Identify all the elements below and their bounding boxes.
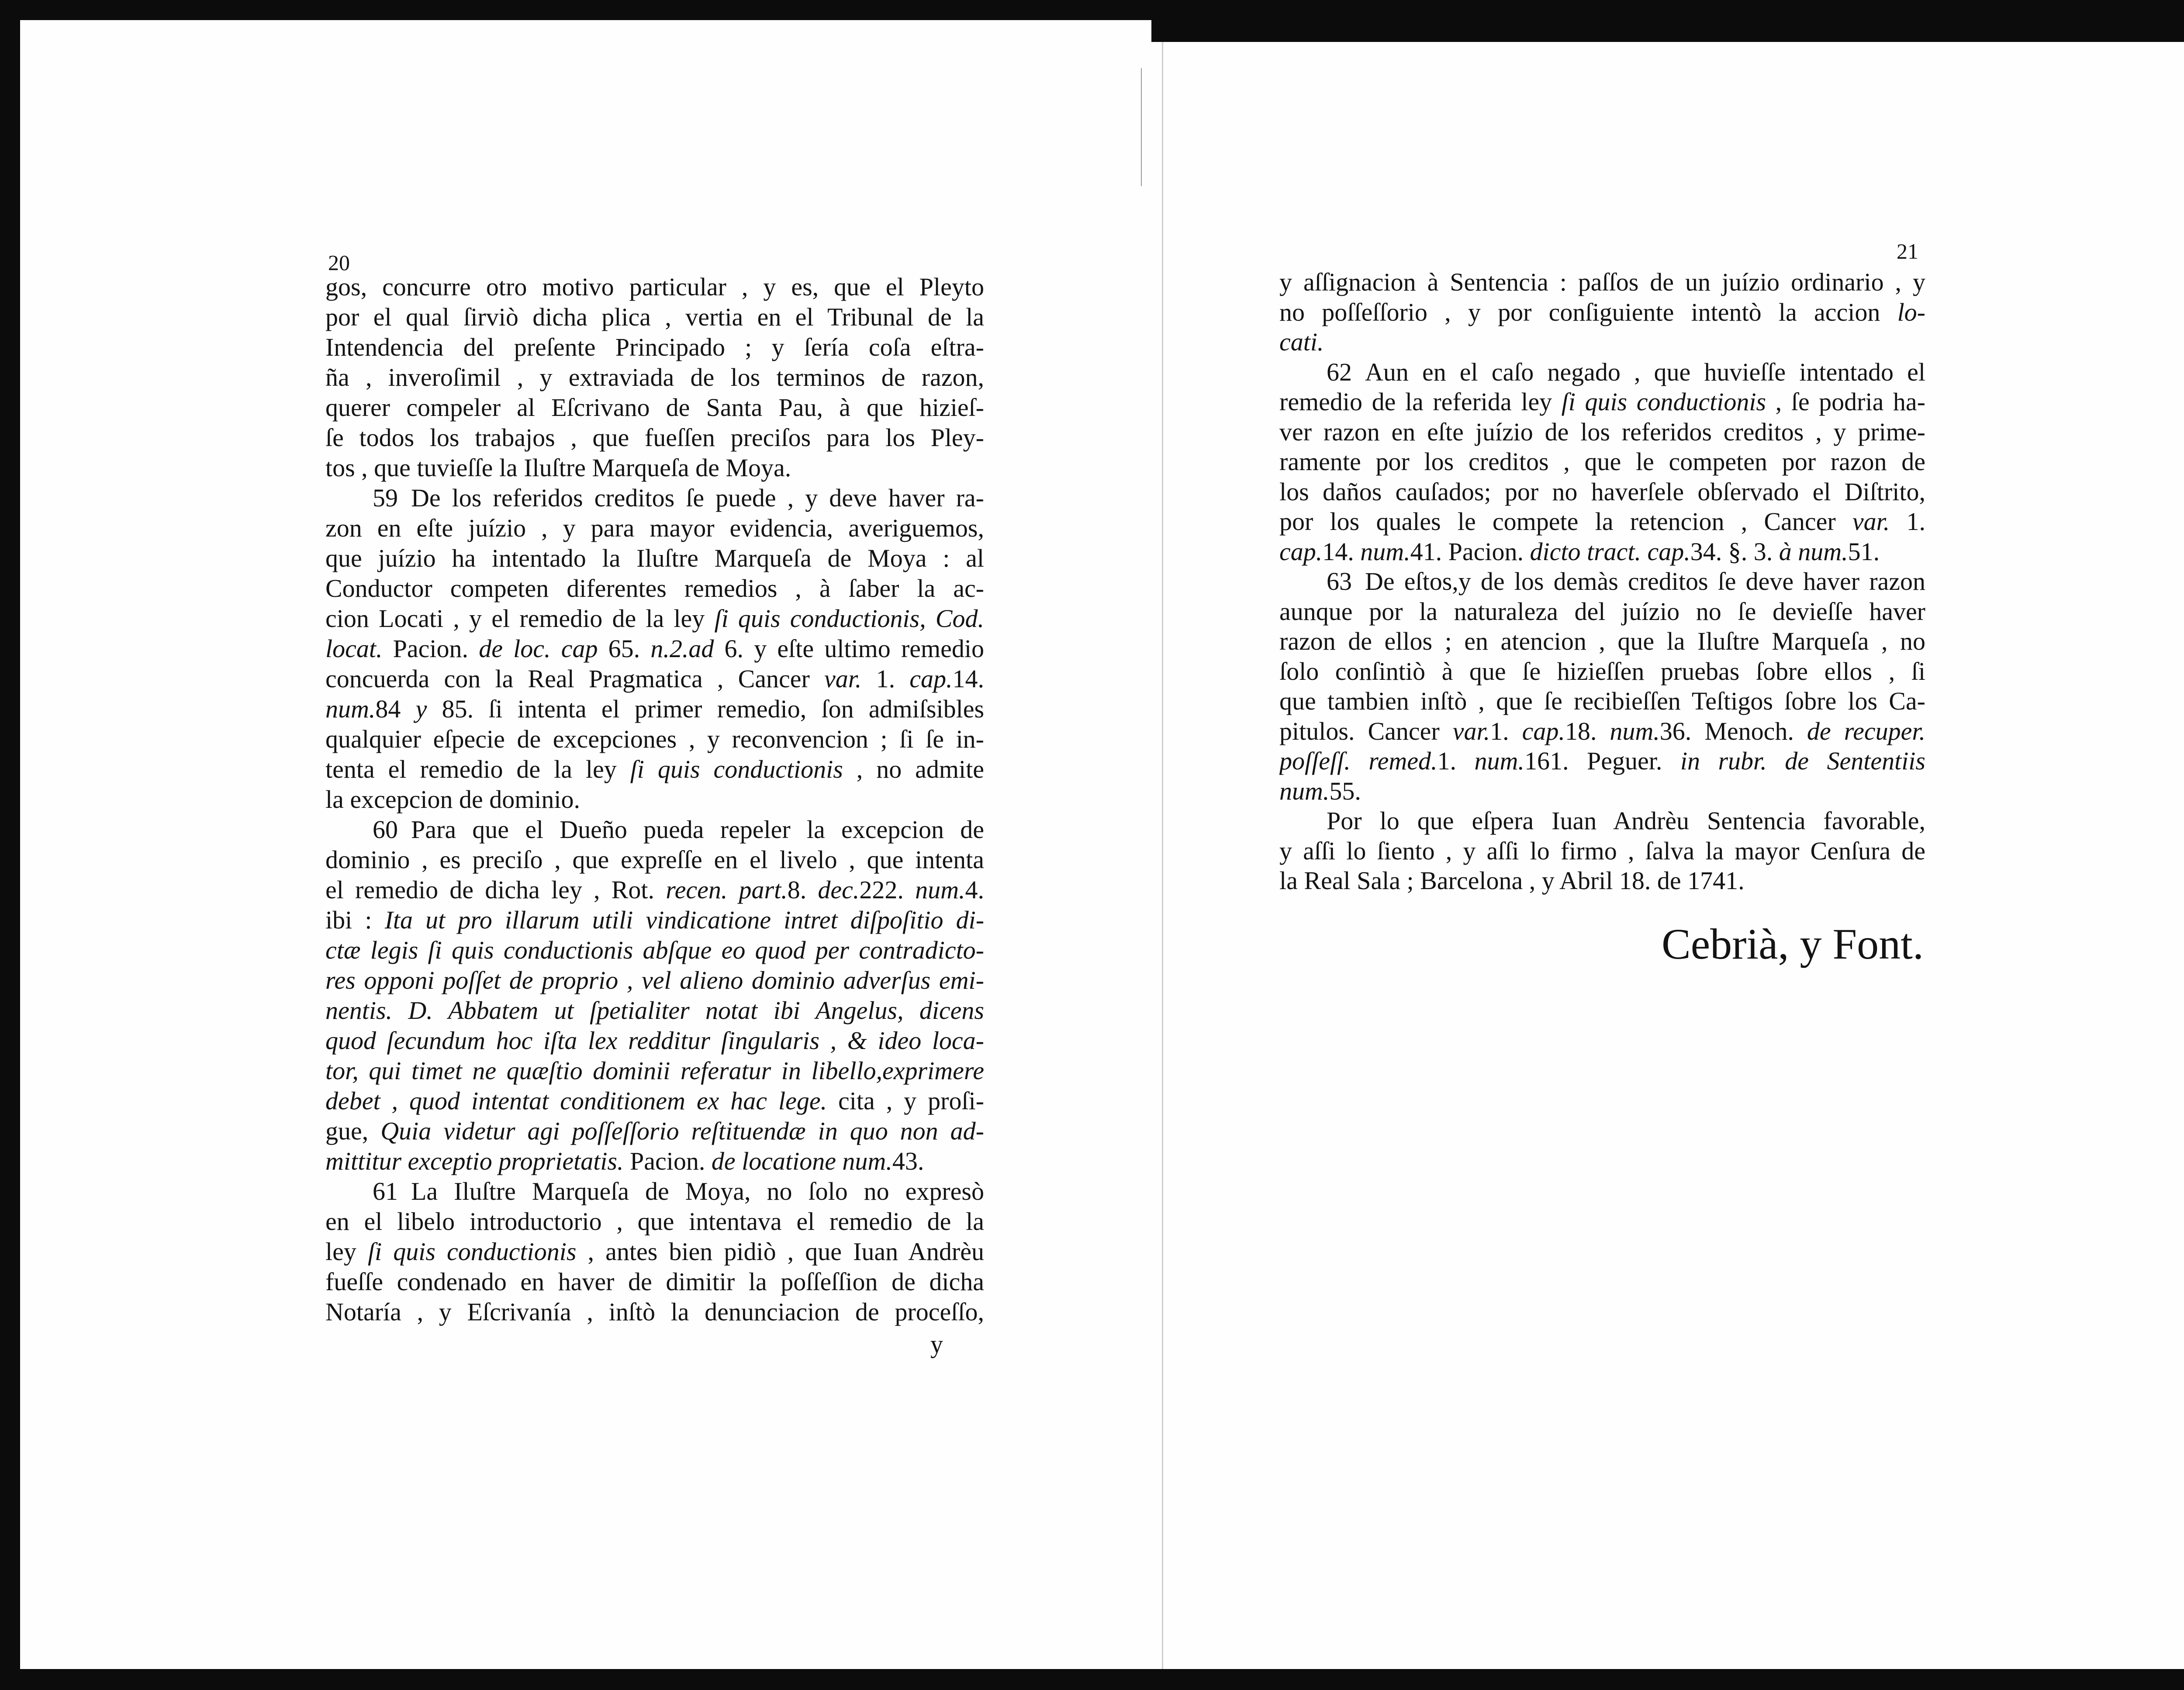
- text-run: 1.: [1437, 747, 1475, 775]
- text-run: la excepcion de dominio.: [325, 785, 581, 814]
- italic-text-run: poſſeſſ. remed.: [1279, 747, 1438, 775]
- page-fold-shadow: [1162, 42, 1163, 1669]
- text-line: [1279, 357, 1925, 388]
- paragraph-number: 62: [1327, 357, 1352, 386]
- text-run: 65.: [598, 634, 651, 663]
- text-run: los daños cauſados; por no haverſele obſervado el Diſtrito,: [1279, 477, 1925, 506]
- text-run: Intendencia del preſente Principado ; y ſería coſa eſtra-: [325, 333, 984, 361]
- text-run: 36. Menoch.: [1659, 717, 1807, 745]
- text-line: [1279, 267, 1925, 298]
- text-run: 41. Pacion.: [1410, 537, 1530, 566]
- italic-text-run: var.: [1452, 717, 1490, 745]
- text-run: ley: [325, 1237, 368, 1266]
- text-run: tenta el remedio de la ley: [325, 755, 630, 783]
- text-run: 8.: [787, 876, 818, 904]
- page-number: 20: [328, 250, 350, 275]
- text-line: [325, 302, 984, 332]
- text-run: dominio , es preciſo , que expreſſe en el livelo , que intenta: [325, 845, 984, 874]
- italic-text-run: de loc. cap: [479, 634, 598, 663]
- text-line: [1279, 477, 1925, 507]
- text-run: Notaría , y Eſcrivanía , inſtò la denunciacion de proceſſo,: [325, 1298, 984, 1326]
- italic-text-run: num.: [915, 876, 965, 904]
- italic-text-run: recen. part.: [666, 876, 788, 904]
- text-line: [1279, 836, 1925, 866]
- italic-text-run: dec.: [818, 876, 860, 904]
- text-line: [1279, 686, 1925, 717]
- text-run: y aſſignacion à Sentencia : paſſos de un juízio ordinario , y: [1279, 268, 1925, 296]
- left-page-text-block: [325, 272, 984, 1327]
- text-run: ña , inveroſimil , y extraviada de los terminos de razon,: [325, 363, 984, 391]
- text-line: [325, 1056, 984, 1086]
- text-run: Para que el Dueño pueda repeler la excepcion de: [411, 815, 984, 844]
- text-run: ſolo conſintiò à que ſe hizieſſen pruebas ſobre ellos , ſi: [1279, 657, 1925, 686]
- italic-text-run: ſi quis conductionis: [367, 1237, 577, 1266]
- italic-text-run: in rubr. de Sententiis: [1680, 747, 1925, 775]
- text-run: gue,: [325, 1117, 381, 1145]
- text-line: [325, 453, 984, 483]
- text-line: [325, 1236, 984, 1267]
- text-run: pitulos. Cancer: [1279, 717, 1453, 745]
- italic-text-run: Ita ut pro illarum utili vindicatione intret diſpoſitio di-: [384, 906, 984, 934]
- italic-text-run: quod ſecundum hoc iſta lex redditur ſingularis , & ideo loca-: [325, 1026, 984, 1055]
- text-line: [1279, 567, 1925, 597]
- text-run: , antes bien pidiò , que Iuan Andrèu: [576, 1237, 984, 1266]
- text-run: en el libelo introductorio , que intentava el remedio de la: [325, 1207, 984, 1236]
- text-line: [325, 1086, 984, 1116]
- text-line: [1279, 717, 1925, 747]
- text-line: [325, 513, 984, 543]
- italic-text-run: lo-: [1897, 298, 1925, 326]
- text-run: cita , y proſi-: [827, 1087, 984, 1115]
- paragraph-number: 61: [373, 1177, 398, 1205]
- text-run: cion Locati , y el remedio de la ley: [325, 604, 715, 633]
- text-line: [325, 905, 984, 935]
- text-run: Aun en el caſo negado , que huvieſſe intentado el: [1365, 357, 1925, 386]
- text-run: ſe todos los trabajos , que fueſſen preciſos para los Pley-: [325, 423, 984, 452]
- italic-text-run: locat.: [325, 634, 383, 663]
- text-line: [1279, 387, 1925, 417]
- italic-text-run: num.: [1279, 776, 1330, 805]
- italic-text-run: cap.: [1279, 537, 1323, 566]
- text-run: 55.: [1329, 776, 1361, 805]
- italic-text-run: var.: [824, 665, 862, 693]
- paragraph-number: 63: [1327, 567, 1352, 596]
- italic-text-run: de locatione num.: [711, 1147, 892, 1175]
- paragraph-61: [325, 1176, 984, 1327]
- text-run: 14.: [1322, 537, 1361, 566]
- text-line: [325, 694, 984, 724]
- text-run: fueſſe condenado en haver de dimitir la poſſeſſion de dicha: [325, 1268, 984, 1296]
- text-run: 51.: [1848, 537, 1880, 566]
- text-run: 18.: [1565, 717, 1610, 745]
- text-run: 34. §. 3.: [1690, 537, 1779, 566]
- text-line: [325, 272, 984, 302]
- text-run: concuerda con la Real Pragmatica , Cancer: [325, 665, 825, 693]
- text-line: [325, 754, 984, 784]
- text-run: la Real Sala ; Barcelona , y Abril 18. de 1741.: [1279, 866, 1745, 895]
- italic-text-run: num.: [1360, 537, 1410, 566]
- text-line: [325, 332, 984, 362]
- paragraph-63: [1279, 567, 1925, 806]
- italic-text-run: nentis. D. Abbatem ut ſpetialiter notat ibi Angelus, dicens: [325, 996, 984, 1025]
- text-run: , ſe podria ha-: [1766, 388, 1925, 416]
- text-run: ibi :: [325, 906, 385, 934]
- text-run: ramente por los creditos , que le competen por razon de: [1279, 447, 1925, 476]
- text-line: [1279, 597, 1925, 627]
- text-run: que juízio ha intentado la Iluſtre Marqueſa de Moya : al: [325, 544, 984, 572]
- italic-text-run: cap.: [909, 665, 953, 693]
- text-line: [1279, 746, 1925, 776]
- italic-text-run: mittitur exceptio proprietatis.: [325, 1147, 624, 1175]
- italic-text-run: à num.: [1779, 537, 1848, 566]
- text-line: [325, 392, 984, 422]
- text-line: [1279, 417, 1925, 447]
- text-run: Pacion.: [623, 1147, 712, 1175]
- text-run: 14.: [952, 665, 984, 693]
- text-run: De eſtos,y de los demàs creditos ſe deve haver razon: [1365, 567, 1925, 596]
- text-run: De los referidos creditos ſe puede , y deve haver ra-: [411, 484, 984, 512]
- paragraph: [325, 272, 984, 483]
- italic-text-run: var.: [1852, 507, 1890, 536]
- text-run: Pacion.: [382, 634, 479, 663]
- catchword: y: [930, 1330, 943, 1358]
- italic-text-run: ſi quis conductionis, Cod.: [714, 604, 984, 633]
- text-run: 4.: [965, 876, 984, 904]
- text-run: 1.: [1890, 507, 1925, 536]
- text-line: [325, 664, 984, 694]
- right-page: [1149, 42, 2184, 1669]
- text-line: [325, 1116, 984, 1146]
- paragraph-60: [325, 814, 984, 1176]
- italic-text-run: Quia videtur agi poſſeſſorio reſtituendæ in quo non ad-: [380, 1117, 984, 1145]
- text-run: 222.: [859, 876, 916, 904]
- left-page: [20, 20, 1151, 1669]
- text-run: 6. y eſte ultimo remedio: [714, 634, 984, 663]
- text-line: [325, 1267, 984, 1297]
- text-run: Conductor competen diferentes remedios , à ſaber la ac-: [325, 574, 984, 603]
- text-line: [325, 845, 984, 875]
- text-line: [1279, 657, 1925, 687]
- signature: Cebrià, y Font.: [1662, 920, 1924, 968]
- text-run: aunque por la naturaleza del juízio no ſe devieſſe haver: [1279, 597, 1925, 626]
- text-line: [325, 1206, 984, 1236]
- italic-text-run: num.: [1474, 747, 1524, 775]
- text-run: 161. Peguer.: [1524, 747, 1680, 775]
- text-line: [1279, 776, 1925, 807]
- paragraph-number: 60: [373, 815, 398, 844]
- text-line: [325, 573, 984, 603]
- text-line: [1279, 866, 1925, 896]
- text-line: [325, 483, 984, 513]
- text-line: [325, 965, 984, 995]
- text-run: querer compeler al Eſcrivano de Santa Pau, à que hizieſ-: [325, 393, 984, 422]
- text-line: [1279, 537, 1925, 567]
- text-line: [325, 1025, 984, 1056]
- text-line: [325, 603, 984, 634]
- text-run: no poſſeſſorio , y por conſiguiente intentò la accion: [1279, 298, 1897, 326]
- text-line: [1279, 327, 1925, 357]
- text-run: gos, concurre otro motivo particular , y es, que el Pleyto: [325, 273, 984, 301]
- text-line: [1279, 627, 1925, 657]
- italic-text-run: num.: [1610, 717, 1660, 745]
- text-line: [325, 814, 984, 845]
- text-run: tos , que tuvieſſe la Iluſtre Marqueſa de Moya.: [325, 454, 791, 482]
- text-line: [1279, 507, 1925, 537]
- text-line: [325, 935, 984, 965]
- text-line: [1279, 298, 1925, 328]
- italic-text-run: ctæ legis ſi quis conductionis abſque eo quod per contradicto-: [325, 936, 984, 964]
- italic-text-run: ſi quis conductionis: [1561, 388, 1766, 416]
- page-number: 21: [1897, 239, 1918, 263]
- italic-text-run: dicto tract. cap.: [1530, 537, 1690, 566]
- text-run: 84: [375, 695, 416, 723]
- text-line: [325, 362, 984, 392]
- italic-text-run: tor, qui timet ne quæſtio dominii referatur in libello,exprimere: [325, 1056, 984, 1085]
- text-line: [1279, 447, 1925, 477]
- italic-text-run: cap.: [1522, 717, 1565, 745]
- text-run: 1.: [1490, 717, 1522, 745]
- italic-text-run: cati.: [1279, 328, 1324, 356]
- text-line: [1279, 806, 1925, 836]
- text-run: qualquier eſpecie de excepciones , y reconvencion ; ſi ſe in-: [325, 725, 984, 753]
- text-line: [325, 724, 984, 754]
- text-run: razon de ellos ; en atencion , que la Iluſtre Marqueſa , no: [1279, 627, 1925, 655]
- text-run: 1.: [861, 665, 910, 693]
- text-line: [325, 422, 984, 453]
- italic-text-run: num.: [325, 695, 376, 723]
- paragraph: [1279, 806, 1925, 896]
- text-run: 85. ſi intenta el primer remedio, ſon admiſsibles: [427, 695, 984, 723]
- italic-text-run: res opponi poſſet de proprio , vel alieno dominio adverſus emi-: [325, 966, 984, 994]
- italic-text-run: debet , quod intentat conditionem ex hac lege.: [325, 1087, 827, 1115]
- text-run: por los quales le compete la retencion , Cancer: [1279, 507, 1852, 536]
- text-line: [325, 784, 984, 814]
- text-run: 43.: [892, 1147, 924, 1175]
- text-line: [325, 1146, 984, 1176]
- italic-text-run: n.2.ad: [650, 634, 714, 663]
- text-run: ver razon en eſte juízio de los referidos creditos , y prime-: [1279, 417, 1925, 446]
- text-run: Por lo que eſpera Iuan Andrèu Sentencia favorable,: [1327, 807, 1925, 835]
- text-line: [325, 1297, 984, 1327]
- paragraph: [1279, 267, 1925, 357]
- gutter-fold-mark: [1141, 68, 1142, 186]
- text-line: [325, 1176, 984, 1206]
- text-line: [325, 543, 984, 573]
- text-line: [325, 634, 984, 664]
- text-run: La Iluſtre Marqueſa de Moya, no ſolo no expresò: [411, 1177, 984, 1205]
- paragraph-59: [325, 483, 984, 814]
- text-run: que tambien inſtò , que ſe recibieſſen Teſtigos ſobre los Ca-: [1279, 687, 1925, 715]
- italic-text-run: y: [415, 695, 427, 723]
- text-line: [325, 995, 984, 1025]
- text-run: el remedio de dicha ley , Rot.: [325, 876, 666, 904]
- text-run: por el qual ſirviò dicha plica , vertia en el Tribunal de la: [325, 303, 984, 331]
- text-run: y aſſi lo ſiento , y aſſi lo firmo , ſalva la mayor Cenſura de: [1279, 836, 1925, 865]
- italic-text-run: de recuper.: [1807, 717, 1925, 745]
- right-page-text-block: [1279, 267, 1925, 896]
- text-line: [325, 875, 984, 905]
- text-run: zon en eſte juízio , y para mayor evidencia, averiguemos,: [325, 514, 984, 542]
- paragraph-number: 59: [373, 484, 398, 512]
- italic-text-run: ſi quis conductionis: [630, 755, 843, 783]
- text-run: , no admite: [843, 755, 984, 783]
- paragraph-62: [1279, 357, 1925, 567]
- text-run: remedio de la referida ley: [1279, 388, 1562, 416]
